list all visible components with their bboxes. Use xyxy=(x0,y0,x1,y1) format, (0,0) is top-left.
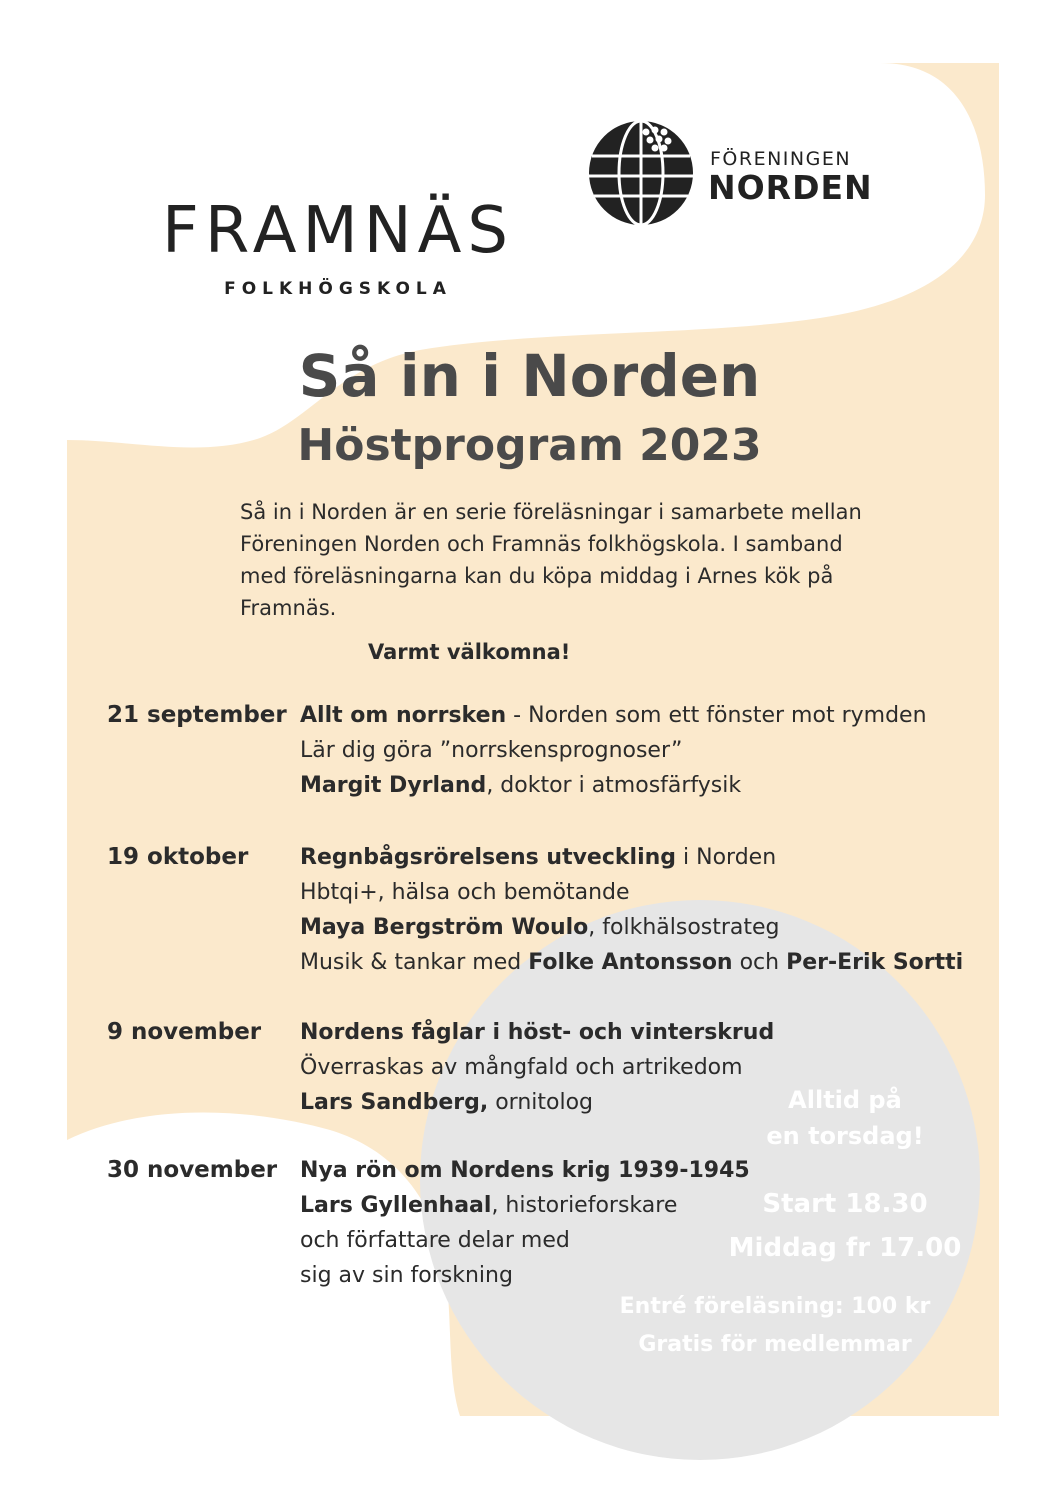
event-description: Överraskas av mångfald och artrikedom xyxy=(300,1055,743,1080)
foreningen-norden-logo xyxy=(586,118,876,228)
event-title: Regnbågsrörelsens utveckling xyxy=(300,845,677,870)
event-speaker: Lars Gyllenhaal xyxy=(300,1193,492,1218)
event-speaker-role: , doktor i atmosfärfysik xyxy=(486,773,742,798)
event-title: Nordens fåglar i höst- och vinterskrud xyxy=(300,1020,775,1045)
intro-line: med föreläsningarna kan du köpa middag i Arnes kök på xyxy=(240,564,834,588)
event-details xyxy=(300,698,1000,803)
info-dinner-time: Middag fr 17.00 xyxy=(728,1233,962,1263)
page-subtitle: Höstprogram 2023 xyxy=(297,420,762,471)
norden-logo-small-text: FÖRENINGEN xyxy=(710,148,852,170)
event-title-rest: i Norden xyxy=(676,845,777,870)
welcome-text: Varmt välkomna! xyxy=(368,640,571,664)
framnas-logo xyxy=(148,195,528,305)
event-musician: Folke Antonsson xyxy=(528,950,733,975)
info-free-members: Gratis för medlemmar xyxy=(638,1332,912,1357)
event-title: Nya rön om Nordens krig 1939-1945 xyxy=(300,1158,750,1183)
event-date: 9 november xyxy=(107,1019,262,1045)
event-date: 19 oktober xyxy=(107,844,249,870)
info-line: en torsdag! xyxy=(766,1122,924,1150)
intro-line: Så in i Norden är en serie föreläsningar i samarbete mellan xyxy=(240,500,862,524)
event-musician: Per-Erik Sortti xyxy=(786,950,964,975)
event-description: sig av sin forskning xyxy=(300,1263,513,1288)
info-entry-price: Entré föreläsning: 100 kr xyxy=(619,1294,931,1319)
intro-line: Föreningen Norden och Framnäs folkhögskola. I samband xyxy=(240,532,843,556)
event-music-and: och xyxy=(732,950,787,975)
event-speaker: Maya Bergström Woulo xyxy=(300,915,589,940)
event-title: Allt om norrsken xyxy=(300,703,507,728)
event-speaker-role: ornitolog xyxy=(488,1090,593,1115)
event-details xyxy=(300,840,1000,980)
info-times xyxy=(720,1182,970,1270)
event-speaker: Margit Dyrland xyxy=(300,773,487,798)
globe-icon xyxy=(586,118,696,228)
framnas-logo-subtitle: FOLKHÖGSKOLA xyxy=(224,279,452,299)
page-title: Så in i Norden xyxy=(298,342,761,410)
intro-paragraph xyxy=(240,496,880,624)
event-date: 21 september xyxy=(107,702,287,728)
event-description: Lär dig göra ”norrskensprognoser” xyxy=(300,738,683,763)
info-start-time: Start 18.30 xyxy=(762,1189,928,1219)
info-line: Alltid på xyxy=(788,1086,902,1114)
info-always-thursday xyxy=(740,1082,950,1154)
framnas-logo-name: FRAMNÄS xyxy=(162,194,514,268)
event-speaker: Lars Sandberg, xyxy=(300,1090,489,1115)
event-title-rest: - Norden som ett fönster mot rymden xyxy=(506,703,927,728)
event-date: 30 november xyxy=(107,1157,278,1183)
event-speaker-role: , historieforskare xyxy=(491,1193,678,1218)
norden-logo-big-text: NORDEN xyxy=(708,168,873,207)
info-prices xyxy=(590,1288,960,1364)
intro-line: Framnäs. xyxy=(240,596,337,620)
event-description: Hbtqi+, hälsa och bemötande xyxy=(300,880,630,905)
event-speaker-role: , folkhälsostrateg xyxy=(588,915,780,940)
event-description: och författare delar med xyxy=(300,1228,570,1253)
event-music-intro: Musik & tankar med xyxy=(300,950,529,975)
